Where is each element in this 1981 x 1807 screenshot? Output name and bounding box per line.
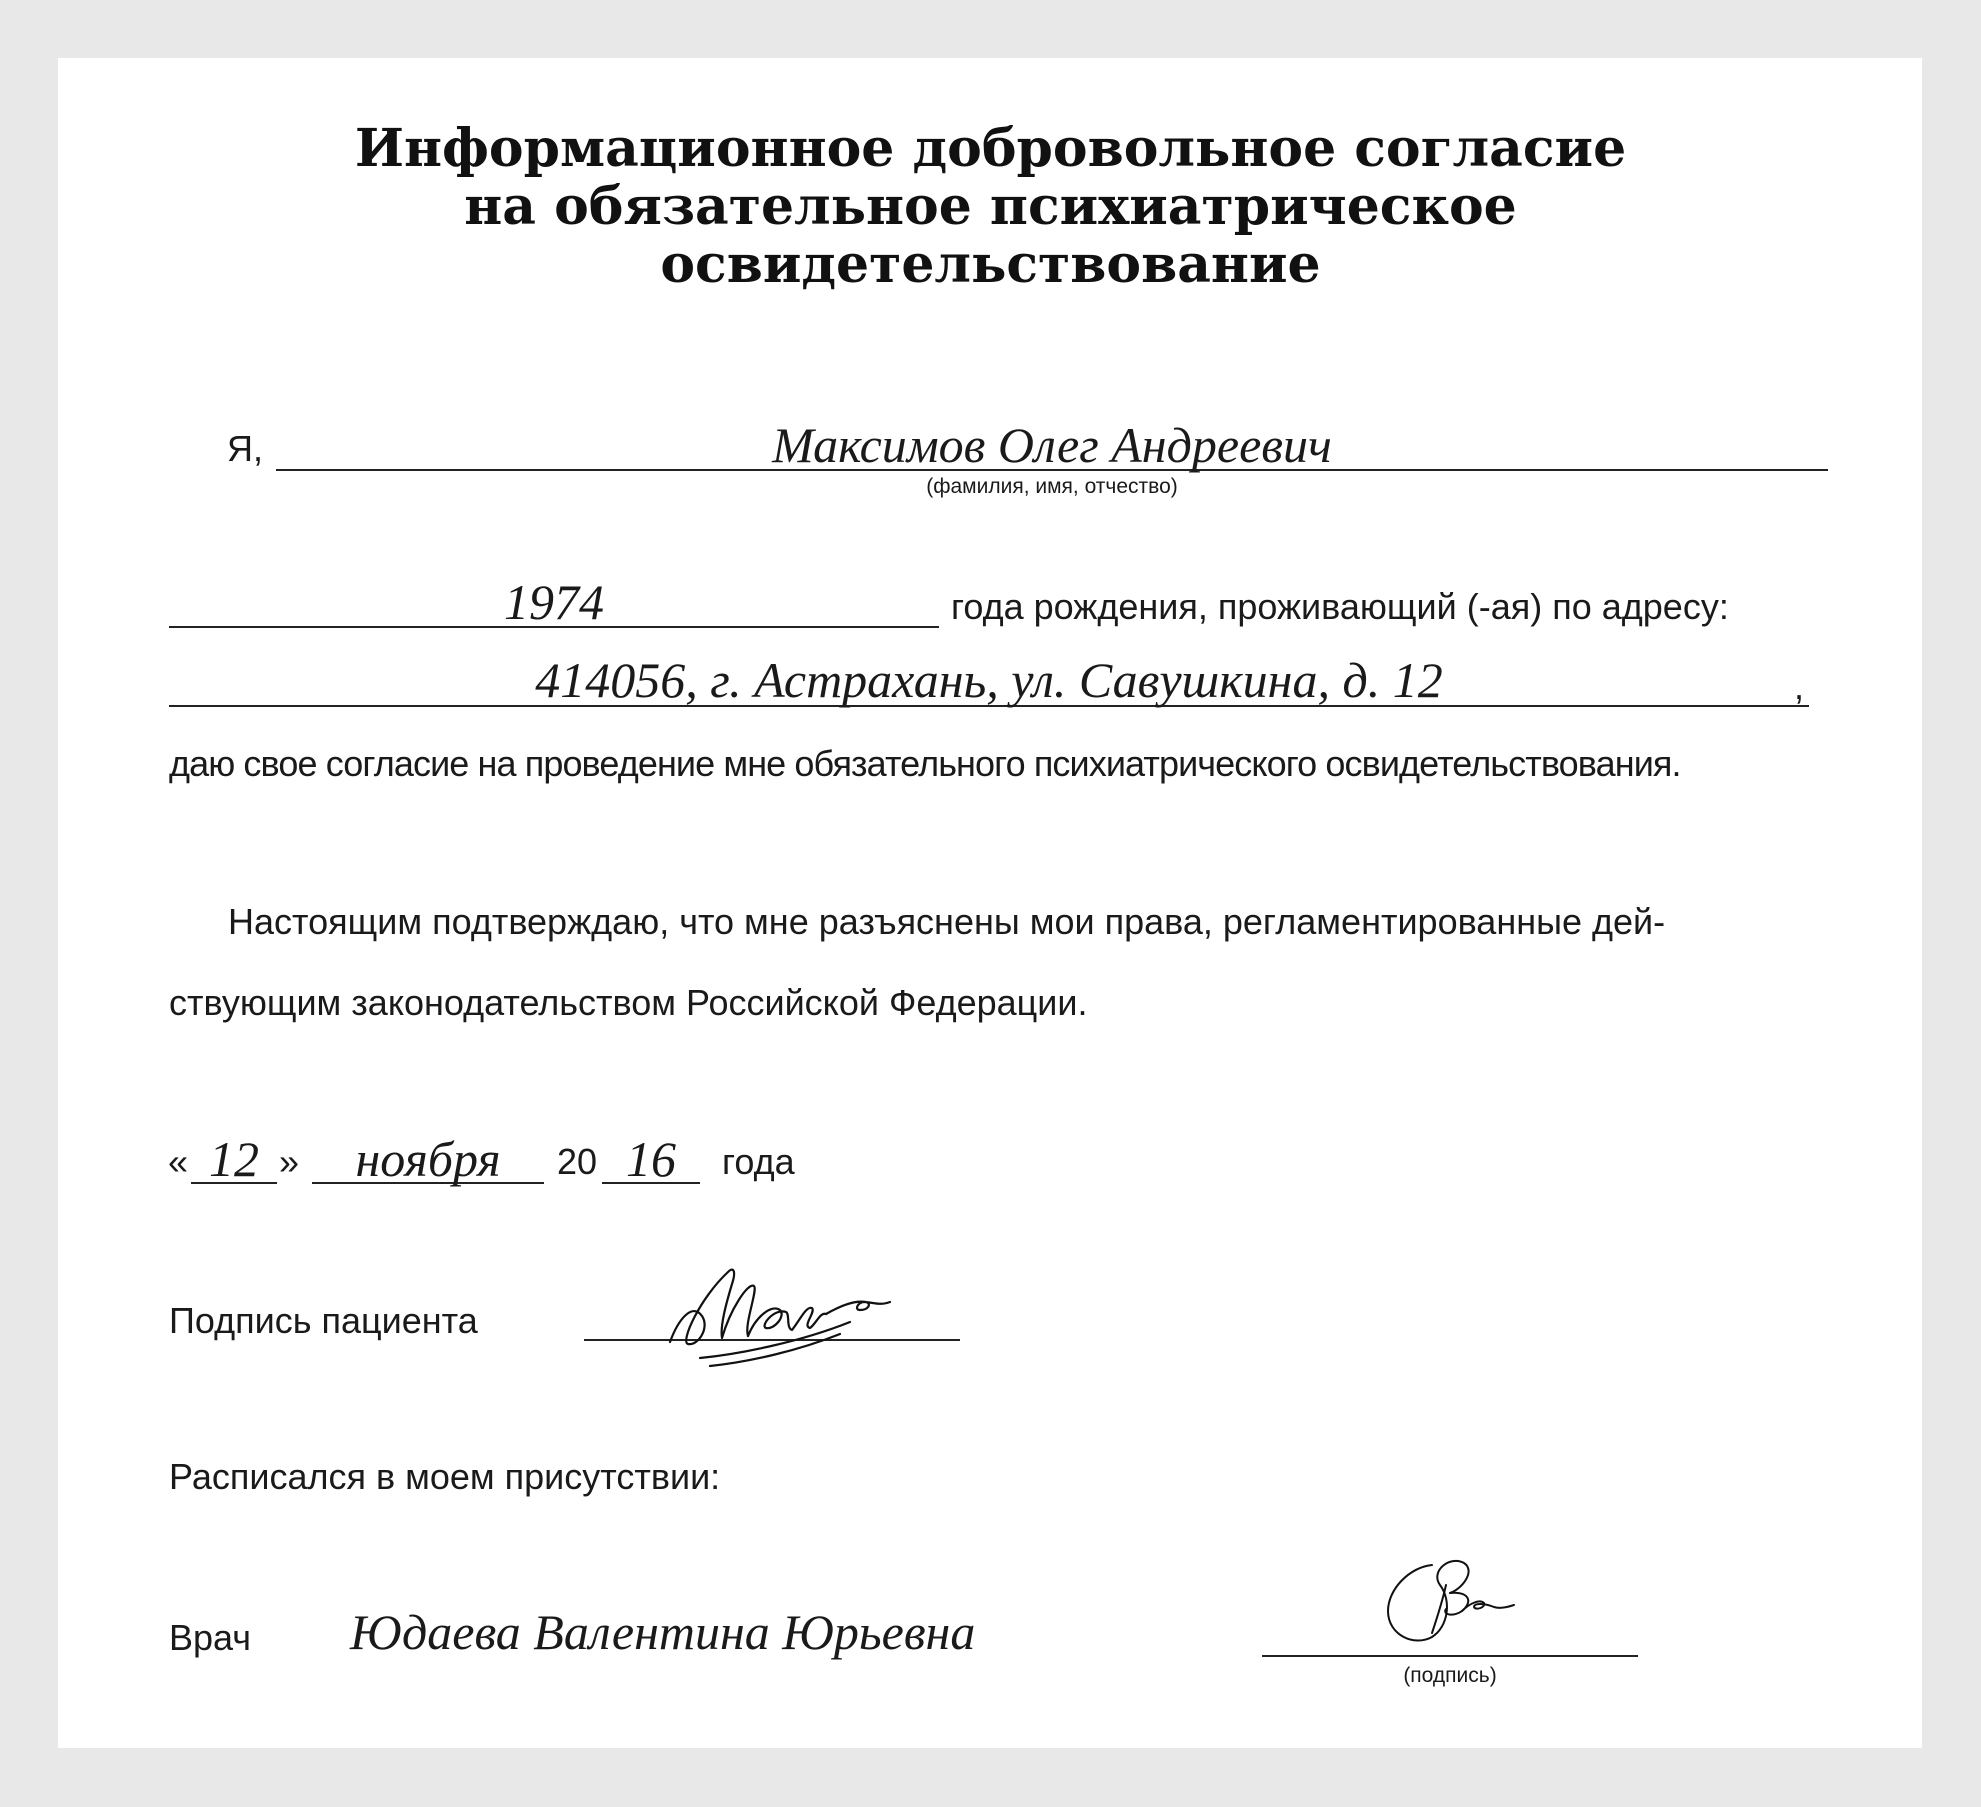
date-close-quote: » — [279, 1141, 300, 1182]
document-title — [0, 120, 1981, 294]
doctor-label: Врач — [169, 1617, 252, 1658]
confirmation-line-1: Настоящим подтверждаю, что мне разъяснены мои права, регламентированные дей- — [228, 901, 1666, 942]
title-line-2: на обязательное психиатрическое — [464, 176, 1517, 237]
patient-address: 414056, г. Астрахань, ул. Савушкина, д. 12 — [535, 652, 1443, 708]
date-century: 20 — [557, 1141, 598, 1182]
date-open-quote: « — [168, 1141, 189, 1182]
name-prefix: Я, — [227, 428, 263, 469]
confirmation-line-2: ствующим законодательством Российской Федерации. — [169, 982, 1088, 1023]
title-line-1: Информационное добровольное согласие — [354, 118, 1627, 179]
date-day: 12 — [209, 1131, 259, 1187]
name-caption: (фамилия, имя, отчество) — [926, 475, 1178, 498]
patient-full-name: Максимов Олег Андреевич — [772, 417, 1332, 473]
date-month: ноября — [355, 1131, 501, 1187]
consent-text: даю свое согласие на проведение мне обязательного психиатрического освидетельствования. — [169, 743, 1681, 784]
doctor-signature-caption: (подпись) — [1403, 1664, 1497, 1687]
doctor-name: Юдаева Валентина Юрьевна — [350, 1604, 976, 1660]
date-year-suffix: 16 — [626, 1131, 676, 1187]
birth-text: года рождения, проживающий (-ая) по адресу: — [951, 586, 1729, 627]
doctor-signature-line — [1262, 1655, 1638, 1657]
title-line-3: освидетельствование — [660, 234, 1321, 295]
patient-signature-label: Подпись пациента — [169, 1300, 478, 1341]
doctor-signature — [1370, 1545, 1530, 1655]
address-comma: , — [1794, 666, 1805, 707]
patient-signature — [640, 1250, 920, 1370]
birth-year: 1974 — [504, 574, 604, 630]
date-word: года — [722, 1141, 795, 1182]
witness-label: Расписался в моем присутствии: — [169, 1456, 721, 1497]
